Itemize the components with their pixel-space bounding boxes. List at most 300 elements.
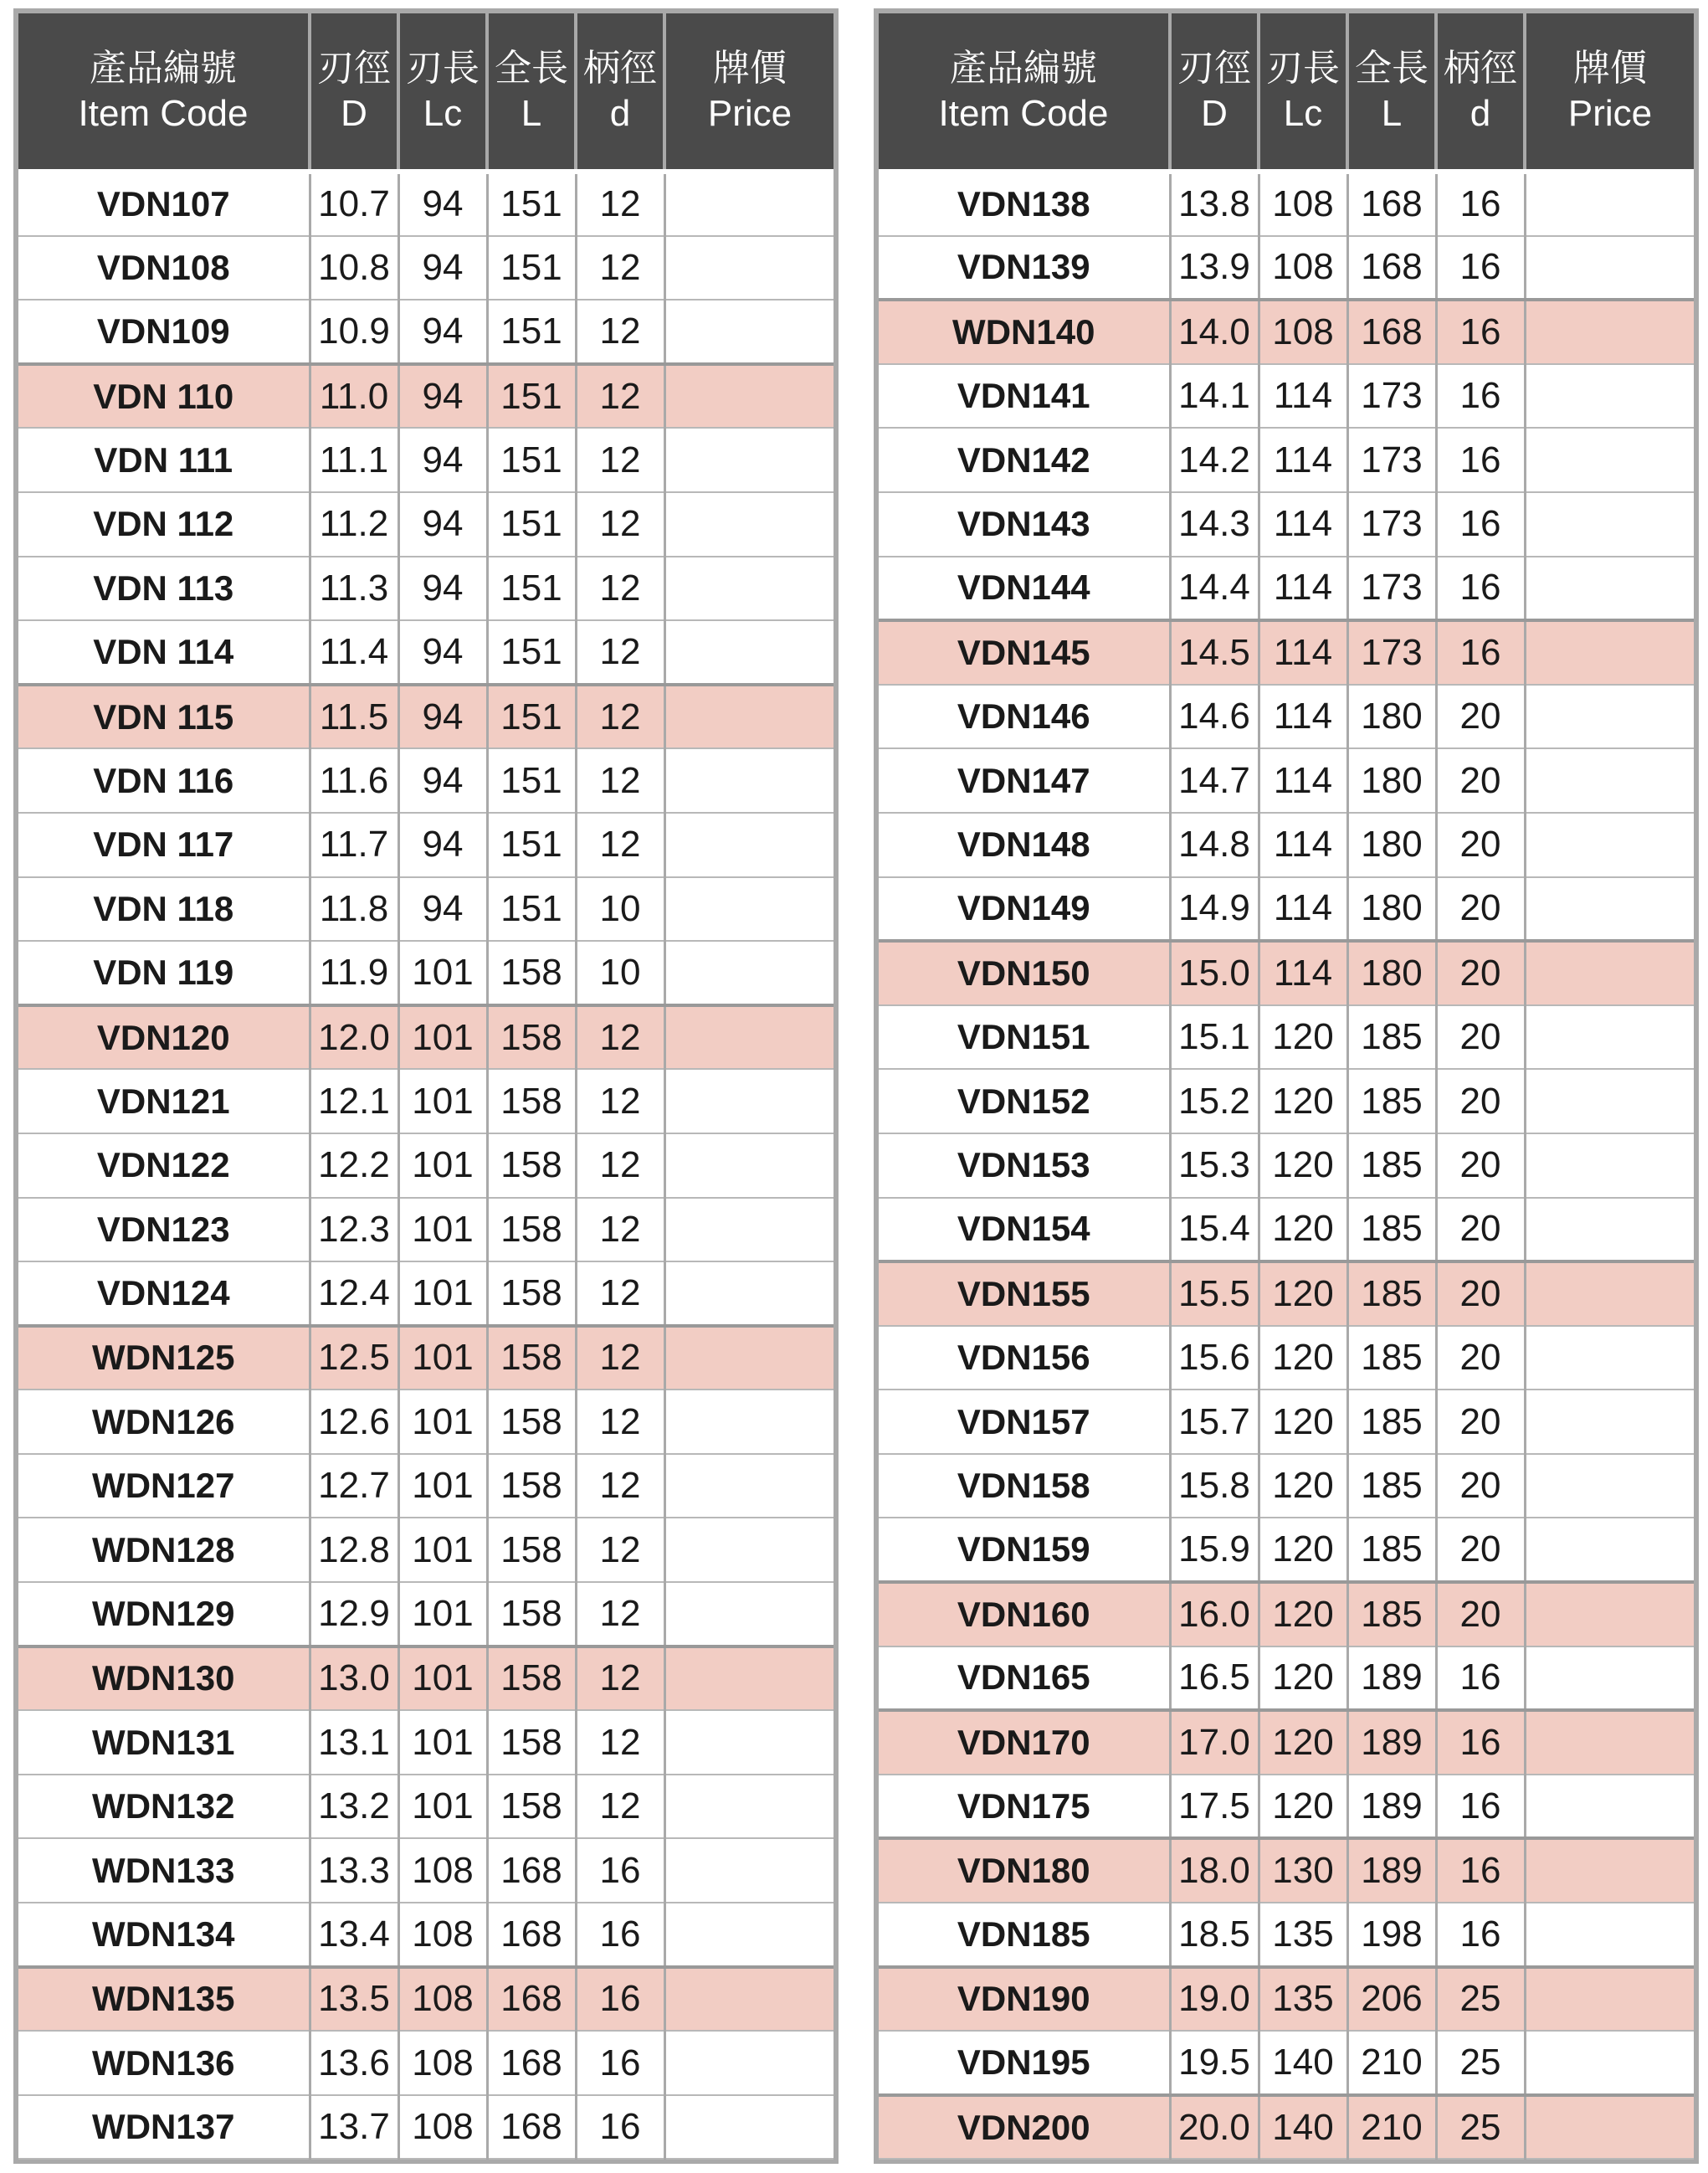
cell-diameter: 18.5: [1170, 1903, 1259, 1967]
cell-diameter: 12.2: [310, 1133, 398, 1198]
cell-price: [664, 2095, 833, 2160]
cell-shank-diameter: 12: [576, 172, 664, 236]
cell-overall-length: 180: [1347, 813, 1436, 877]
table-row: [18, 364, 833, 429]
cell-cutting-length: 120: [1259, 1518, 1347, 1582]
cell-shank-diameter: 12: [576, 1710, 664, 1775]
cell-diameter: 15.2: [1170, 1069, 1259, 1133]
cell-overall-length: 158: [487, 1326, 576, 1390]
cell-item-code: VDN158: [879, 1454, 1170, 1518]
cell-cutting-length: 120: [1259, 1326, 1347, 1390]
cell-price: [664, 941, 833, 1005]
cell-diameter: 12.3: [310, 1198, 398, 1262]
cell-shank-diameter: 16: [576, 1903, 664, 1967]
cell-diameter: 11.4: [310, 620, 398, 685]
table-row: [18, 1133, 833, 1198]
cell-diameter: 11.1: [310, 428, 398, 492]
cell-overall-length: 173: [1347, 364, 1436, 429]
cell-cutting-length: 108: [1259, 172, 1347, 236]
cell-item-code: VDN141: [879, 364, 1170, 429]
table-row: [18, 1261, 833, 1326]
cell-shank-diameter: 10: [576, 877, 664, 942]
cell-cutting-length: 94: [398, 557, 487, 621]
cell-item-code: VDN144: [879, 557, 1170, 621]
cell-shank-diameter: 20: [1436, 941, 1525, 1005]
cell-price: [664, 1069, 833, 1133]
cell-shank-diameter: 20: [1436, 1198, 1525, 1262]
cell-overall-length: 151: [487, 813, 576, 877]
cell-diameter: 12.0: [310, 1005, 398, 1070]
spec-table: [18, 13, 833, 2160]
cell-price: [664, 1775, 833, 1839]
table-row: [18, 492, 833, 557]
cell-cutting-length: 94: [398, 364, 487, 429]
table-row: [879, 1582, 1694, 1646]
table-row: [879, 1775, 1694, 1839]
table-row: [18, 557, 833, 621]
cell-cutting-length: 94: [398, 236, 487, 301]
cell-diameter: 19.5: [1170, 2031, 1259, 2095]
cell-item-code: VDN108: [18, 236, 310, 301]
cell-cutting-length: 94: [398, 300, 487, 364]
cell-price: [664, 300, 833, 364]
cell-diameter: 13.0: [310, 1646, 398, 1711]
cell-cutting-length: 108: [1259, 300, 1347, 364]
cell-price: [1525, 1133, 1694, 1198]
cell-overall-length: 189: [1347, 1775, 1436, 1839]
cell-overall-length: 168: [487, 1838, 576, 1903]
table-body-right: [879, 172, 1694, 2159]
cell-item-code: WDN126: [18, 1390, 310, 1454]
cell-cutting-length: 101: [398, 1133, 487, 1198]
cell-diameter: 11.3: [310, 557, 398, 621]
cell-item-code: VDN107: [18, 172, 310, 236]
cell-shank-diameter: 12: [576, 748, 664, 813]
cell-item-code: VDN154: [879, 1198, 1170, 1262]
cell-item-code: VDN148: [879, 813, 1170, 877]
cell-diameter: 10.9: [310, 300, 398, 364]
cell-price: [1525, 1198, 1694, 1262]
cell-diameter: 13.7: [310, 2095, 398, 2160]
table-row: [879, 428, 1694, 492]
table-row: [879, 1390, 1694, 1454]
cell-price: [1525, 172, 1694, 236]
cell-price: [664, 492, 833, 557]
cell-diameter: 20.0: [1170, 2095, 1259, 2160]
cell-price: [1525, 685, 1694, 749]
cell-overall-length: 173: [1347, 428, 1436, 492]
table-row: [879, 685, 1694, 749]
cell-shank-diameter: 12: [576, 1261, 664, 1326]
table-row: [879, 1005, 1694, 1070]
cell-cutting-length: 94: [398, 428, 487, 492]
cell-cutting-length: 114: [1259, 685, 1347, 749]
cell-price: [1525, 1582, 1694, 1646]
cell-item-code: WDN135: [18, 1967, 310, 2032]
cell-item-code: VDN138: [879, 172, 1170, 236]
cell-shank-diameter: 20: [1436, 1005, 1525, 1070]
table-row: [18, 1198, 833, 1262]
cell-overall-length: 158: [487, 1710, 576, 1775]
spec-table-left: [13, 8, 839, 2164]
cell-cutting-length: 101: [398, 1582, 487, 1646]
header-diameter: 刃徑 D: [310, 13, 398, 172]
cell-price: [1525, 620, 1694, 685]
cell-overall-length: 151: [487, 172, 576, 236]
cell-cutting-length: 101: [398, 1710, 487, 1775]
cell-price: [1525, 2095, 1694, 2160]
cell-shank-diameter: 12: [576, 620, 664, 685]
cell-item-code: VDN 117: [18, 813, 310, 877]
cell-cutting-length: 101: [398, 941, 487, 1005]
header-price: 牌價 Price: [1525, 13, 1694, 172]
cell-price: [1525, 364, 1694, 429]
cell-overall-length: 185: [1347, 1261, 1436, 1326]
cell-shank-diameter: 16: [576, 2031, 664, 2095]
table-row: [879, 1646, 1694, 1711]
cell-shank-diameter: 16: [1436, 620, 1525, 685]
cell-shank-diameter: 16: [1436, 1838, 1525, 1903]
cell-diameter: 13.9: [1170, 236, 1259, 301]
cell-diameter: 11.5: [310, 685, 398, 749]
cell-cutting-length: 120: [1259, 1775, 1347, 1839]
cell-overall-length: 158: [487, 1775, 576, 1839]
cell-diameter: 18.0: [1170, 1838, 1259, 1903]
cell-overall-length: 185: [1347, 1326, 1436, 1390]
cell-cutting-length: 101: [398, 1198, 487, 1262]
cell-shank-diameter: 16: [1436, 172, 1525, 236]
cell-shank-diameter: 25: [1436, 1967, 1525, 2032]
cell-cutting-length: 94: [398, 813, 487, 877]
cell-shank-diameter: 20: [1436, 685, 1525, 749]
cell-price: [1525, 877, 1694, 942]
cell-item-code: VDN143: [879, 492, 1170, 557]
table-row: [18, 1069, 833, 1133]
table-body-left: [18, 172, 833, 2159]
table-row: [18, 1005, 833, 1070]
cell-price: [1525, 1967, 1694, 2032]
cell-item-code: VDN185: [879, 1903, 1170, 1967]
cell-cutting-length: 135: [1259, 1967, 1347, 2032]
header-diameter: 刃徑 D: [1170, 13, 1259, 172]
table-row: [879, 1326, 1694, 1390]
table-row: [18, 2031, 833, 2095]
cell-price: [664, 428, 833, 492]
cell-item-code: VDN123: [18, 1198, 310, 1262]
cell-item-code: WDN127: [18, 1454, 310, 1518]
cell-item-code: WDN133: [18, 1838, 310, 1903]
cell-price: [664, 236, 833, 301]
table-row: [879, 1518, 1694, 1582]
cell-overall-length: 185: [1347, 1005, 1436, 1070]
table-row: [18, 813, 833, 877]
cell-item-code: WDN131: [18, 1710, 310, 1775]
cell-overall-length: 158: [487, 1454, 576, 1518]
cell-cutting-length: 108: [1259, 236, 1347, 301]
cell-overall-length: 185: [1347, 1198, 1436, 1262]
cell-item-code: VDN195: [879, 2031, 1170, 2095]
cell-cutting-length: 101: [398, 1518, 487, 1582]
cell-cutting-length: 94: [398, 492, 487, 557]
cell-overall-length: 168: [487, 1967, 576, 2032]
cell-overall-length: 180: [1347, 941, 1436, 1005]
header-price: 牌價 Price: [664, 13, 833, 172]
cell-cutting-length: 101: [398, 1775, 487, 1839]
cell-price: [1525, 748, 1694, 813]
cell-shank-diameter: 16: [1436, 1646, 1525, 1711]
cell-overall-length: 173: [1347, 620, 1436, 685]
header-shank-diameter: 柄徑 d: [1436, 13, 1525, 172]
cell-cutting-length: 114: [1259, 620, 1347, 685]
cell-shank-diameter: 16: [1436, 1903, 1525, 1967]
cell-item-code: VDN 114: [18, 620, 310, 685]
cell-diameter: 14.9: [1170, 877, 1259, 942]
cell-diameter: 17.5: [1170, 1775, 1259, 1839]
cell-cutting-length: 114: [1259, 364, 1347, 429]
cell-item-code: VDN152: [879, 1069, 1170, 1133]
cell-item-code: VDN 112: [18, 492, 310, 557]
table-row: [18, 748, 833, 813]
cell-item-code: WDN134: [18, 1903, 310, 1967]
header-cutting-length: 刃長 Lc: [1259, 13, 1347, 172]
cell-diameter: 14.2: [1170, 428, 1259, 492]
cell-price: [1525, 557, 1694, 621]
cell-item-code: VDN200: [879, 2095, 1170, 2160]
cell-diameter: 17.0: [1170, 1710, 1259, 1775]
cell-overall-length: 180: [1347, 685, 1436, 749]
cell-overall-length: 151: [487, 364, 576, 429]
cell-price: [664, 1390, 833, 1454]
table-row: [18, 1775, 833, 1839]
cell-cutting-length: 101: [398, 1005, 487, 1070]
cell-diameter: 11.6: [310, 748, 398, 813]
cell-cutting-length: 101: [398, 1390, 487, 1454]
cell-cutting-length: 114: [1259, 748, 1347, 813]
table-row: [879, 1710, 1694, 1775]
cell-shank-diameter: 12: [576, 1518, 664, 1582]
cell-shank-diameter: 16: [576, 1838, 664, 1903]
cell-diameter: 11.8: [310, 877, 398, 942]
cell-shank-diameter: 12: [576, 428, 664, 492]
cell-diameter: 19.0: [1170, 1967, 1259, 2032]
cell-shank-diameter: 16: [576, 2095, 664, 2160]
cell-diameter: 12.4: [310, 1261, 398, 1326]
cell-item-code: VDN160: [879, 1582, 1170, 1646]
table-row: [18, 685, 833, 749]
cell-cutting-length: 114: [1259, 877, 1347, 942]
table-row: [18, 1646, 833, 1711]
cell-cutting-length: 94: [398, 172, 487, 236]
cell-price: [1525, 941, 1694, 1005]
cell-overall-length: 185: [1347, 1069, 1436, 1133]
cell-price: [1525, 813, 1694, 877]
cell-overall-length: 158: [487, 1582, 576, 1646]
cell-diameter: 16.5: [1170, 1646, 1259, 1711]
cell-diameter: 10.8: [310, 236, 398, 301]
header-row: [879, 13, 1694, 172]
cell-overall-length: 185: [1347, 1133, 1436, 1198]
cell-shank-diameter: 20: [1436, 813, 1525, 877]
table-row: [879, 1967, 1694, 2032]
cell-item-code: VDN 115: [18, 685, 310, 749]
table-row: [879, 2095, 1694, 2160]
cell-diameter: 12.1: [310, 1069, 398, 1133]
cell-item-code: VDN 119: [18, 941, 310, 1005]
cell-diameter: 15.7: [1170, 1390, 1259, 1454]
cell-cutting-length: 101: [398, 1454, 487, 1518]
cell-item-code: WDN129: [18, 1582, 310, 1646]
cell-shank-diameter: 12: [576, 685, 664, 749]
cell-item-code: VDN122: [18, 1133, 310, 1198]
cell-shank-diameter: 16: [1436, 492, 1525, 557]
cell-cutting-length: 120: [1259, 1005, 1347, 1070]
cell-overall-length: 210: [1347, 2031, 1436, 2095]
cell-cutting-length: 108: [398, 2031, 487, 2095]
cell-item-code: VDN180: [879, 1838, 1170, 1903]
cell-price: [664, 364, 833, 429]
table-row: [879, 172, 1694, 236]
cell-item-code: VDN175: [879, 1775, 1170, 1839]
table-row: [18, 428, 833, 492]
spec-table: [879, 13, 1694, 2160]
cell-cutting-length: 114: [1259, 428, 1347, 492]
table-row: [18, 1518, 833, 1582]
cell-price: [664, 557, 833, 621]
cell-cutting-length: 94: [398, 748, 487, 813]
table-row: [18, 1390, 833, 1454]
header-item-code: 產品編號 Item Code: [18, 13, 310, 172]
cell-diameter: 12.8: [310, 1518, 398, 1582]
cell-overall-length: 158: [487, 1069, 576, 1133]
cell-item-code: VDN121: [18, 1069, 310, 1133]
cell-shank-diameter: 20: [1436, 1518, 1525, 1582]
cell-overall-length: 168: [487, 2095, 576, 2160]
cell-diameter: 12.6: [310, 1390, 398, 1454]
cell-item-code: VDN109: [18, 300, 310, 364]
cell-diameter: 13.5: [310, 1967, 398, 2032]
cell-item-code: VDN142: [879, 428, 1170, 492]
cell-diameter: 14.0: [1170, 300, 1259, 364]
cell-shank-diameter: 25: [1436, 2095, 1525, 2160]
cell-price: [1525, 300, 1694, 364]
cell-price: [664, 1326, 833, 1390]
cell-price: [1525, 1005, 1694, 1070]
table-row: [879, 557, 1694, 621]
cell-item-code: WDN130: [18, 1646, 310, 1711]
cell-cutting-length: 120: [1259, 1390, 1347, 1454]
table-row: [18, 941, 833, 1005]
cell-cutting-length: 120: [1259, 1646, 1347, 1711]
cell-cutting-length: 108: [398, 1903, 487, 1967]
cell-diameter: 14.7: [1170, 748, 1259, 813]
cell-overall-length: 158: [487, 1261, 576, 1326]
cell-cutting-length: 114: [1259, 557, 1347, 621]
cell-overall-length: 151: [487, 300, 576, 364]
cell-shank-diameter: 25: [1436, 2031, 1525, 2095]
cell-price: [1525, 1646, 1694, 1711]
cell-diameter: 14.6: [1170, 685, 1259, 749]
cell-overall-length: 158: [487, 941, 576, 1005]
cell-price: [664, 1903, 833, 1967]
cell-price: [1525, 1390, 1694, 1454]
cell-overall-length: 189: [1347, 1646, 1436, 1711]
cell-item-code: VDN146: [879, 685, 1170, 749]
cell-overall-length: 151: [487, 236, 576, 301]
cell-price: [664, 1710, 833, 1775]
cell-shank-diameter: 20: [1436, 1390, 1525, 1454]
cell-shank-diameter: 20: [1436, 1454, 1525, 1518]
cell-diameter: 15.6: [1170, 1326, 1259, 1390]
cell-item-code: VDN159: [879, 1518, 1170, 1582]
cell-item-code: WDN136: [18, 2031, 310, 2095]
cell-diameter: 13.4: [310, 1903, 398, 1967]
cell-price: [1525, 2031, 1694, 2095]
cell-diameter: 10.7: [310, 172, 398, 236]
cell-shank-diameter: 12: [576, 236, 664, 301]
cell-price: [1525, 1838, 1694, 1903]
cell-price: [1525, 1326, 1694, 1390]
cell-diameter: 14.1: [1170, 364, 1259, 429]
cell-cutting-length: 120: [1259, 1454, 1347, 1518]
cell-item-code: VDN153: [879, 1133, 1170, 1198]
cell-overall-length: 151: [487, 557, 576, 621]
cell-shank-diameter: 16: [1436, 1775, 1525, 1839]
cell-shank-diameter: 20: [1436, 1261, 1525, 1326]
cell-cutting-length: 120: [1259, 1133, 1347, 1198]
cell-item-code: VDN 118: [18, 877, 310, 942]
cell-shank-diameter: 16: [1436, 364, 1525, 429]
cell-overall-length: 189: [1347, 1838, 1436, 1903]
cell-item-code: WDN132: [18, 1775, 310, 1839]
cell-overall-length: 168: [1347, 236, 1436, 301]
cell-diameter: 14.3: [1170, 492, 1259, 557]
cell-overall-length: 168: [487, 2031, 576, 2095]
cell-shank-diameter: 12: [576, 1069, 664, 1133]
cell-shank-diameter: 12: [576, 1390, 664, 1454]
cell-overall-length: 158: [487, 1005, 576, 1070]
cell-shank-diameter: 16: [1436, 428, 1525, 492]
cell-overall-length: 151: [487, 492, 576, 557]
table-row: [879, 813, 1694, 877]
table-row: [18, 1903, 833, 1967]
cell-diameter: 15.3: [1170, 1133, 1259, 1198]
cell-price: [1525, 236, 1694, 301]
cell-cutting-length: 101: [398, 1069, 487, 1133]
cell-cutting-length: 120: [1259, 1582, 1347, 1646]
cell-price: [664, 1005, 833, 1070]
cell-price: [664, 1518, 833, 1582]
cell-price: [1525, 1518, 1694, 1582]
cell-shank-diameter: 20: [1436, 1069, 1525, 1133]
cell-cutting-length: 101: [398, 1326, 487, 1390]
cell-overall-length: 185: [1347, 1390, 1436, 1454]
table-row: [879, 1261, 1694, 1326]
cell-overall-length: 185: [1347, 1454, 1436, 1518]
cell-overall-length: 168: [1347, 300, 1436, 364]
header-overall-length: 全長 L: [487, 13, 576, 172]
cell-cutting-length: 114: [1259, 492, 1347, 557]
cell-overall-length: 173: [1347, 492, 1436, 557]
cell-item-code: VDN165: [879, 1646, 1170, 1711]
cell-diameter: 15.9: [1170, 1518, 1259, 1582]
cell-overall-length: 210: [1347, 2095, 1436, 2160]
cell-shank-diameter: 12: [576, 1133, 664, 1198]
cell-cutting-length: 120: [1259, 1710, 1347, 1775]
cell-item-code: VDN147: [879, 748, 1170, 813]
cell-item-code: VDN149: [879, 877, 1170, 942]
table-row: [18, 1326, 833, 1390]
cell-overall-length: 158: [487, 1198, 576, 1262]
